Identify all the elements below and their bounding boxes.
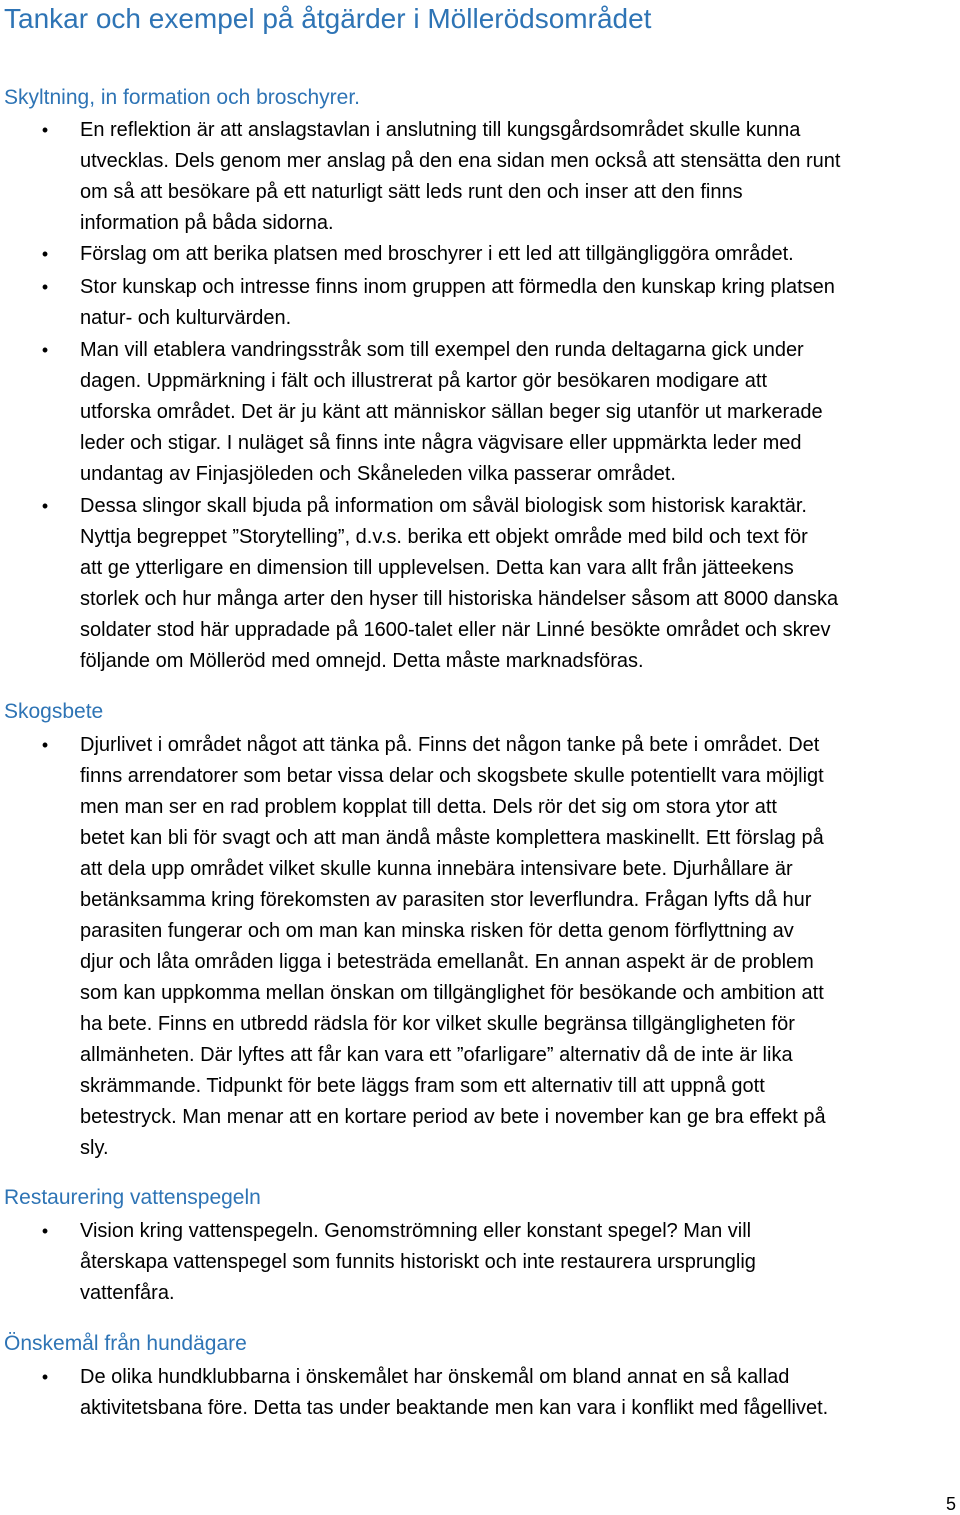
section-heading-skyltning: Skyltning, in formation och broschyrer. bbox=[4, 86, 360, 109]
text-line: En reflektion är att anslagstavlan i anslutning till kungsgårdsområdet skulle kunna bbox=[80, 119, 801, 141]
text-line: sly. bbox=[80, 1137, 109, 1159]
text-line: Man vill etablera vandringsstråk som till exempel den runda deltagarna gick under bbox=[80, 339, 804, 361]
text-line: följande om Mölleröd med omnejd. Detta måste marknadsföras. bbox=[80, 650, 644, 672]
page-title: Tankar och exempel på åtgärder i Möllerödsområdet bbox=[4, 3, 652, 34]
text-line: om så att besökare på ett naturligt sätt leds runt den och inser att den finns bbox=[80, 181, 743, 203]
text-line: dagen. Uppmärkning i fält och illustrerat på kartor gör besökaren modigare att bbox=[80, 370, 768, 392]
text-line: parasiten fungerar och om man kan minska risken för detta genom förflyttning av bbox=[80, 920, 794, 942]
page-number: 5 bbox=[945, 1494, 956, 1514]
text-line: men man ser en rad problem kopplat till detta. Dels rör det sig om stora ytor att bbox=[80, 796, 777, 818]
text-line: betänksamma kring förekomsten av parasiten stor leverflundra. Frågan lyfts då hur bbox=[80, 889, 812, 911]
text-line: information på båda sidorna. bbox=[80, 212, 334, 234]
list-item bbox=[80, 272, 958, 334]
list-item bbox=[80, 1216, 958, 1309]
text-line: undantag av Finjasjöleden och Skåneleden vilka passerar området. bbox=[80, 463, 676, 485]
bullet-icon: • bbox=[41, 244, 49, 264]
text-line: som kan uppkomma mellan önskan om tillgänglighet för besökande och ambition att bbox=[80, 982, 824, 1004]
text-line: Stor kunskap och intresse finns inom gruppen att förmedla den kunskap kring platsen bbox=[80, 276, 835, 298]
list-item bbox=[80, 239, 958, 270]
text-line: natur- och kulturvärden. bbox=[80, 307, 292, 329]
text-line: skrämmande. Tidpunkt för bete läggs fram som ett alternativ till att uppnå gott bbox=[80, 1075, 765, 1097]
list-item bbox=[80, 335, 958, 490]
bullet-icon: • bbox=[41, 277, 49, 297]
bullet-icon: • bbox=[41, 120, 49, 140]
text-line: Nyttja begreppet ”Storytelling”, d.v.s. berika ett objekt område med bild och text för bbox=[80, 526, 808, 548]
text-line: betet kan bli för svagt och att man ändå måste komplettera maskinellt. Ett förslag på bbox=[80, 827, 824, 849]
bullet-icon: • bbox=[41, 340, 49, 360]
text-line: Dessa slingor skall bjuda på information om såväl biologisk som historisk karaktär. bbox=[80, 495, 807, 517]
text-line: djur och låta områden ligga i betesträda emellanåt. En annan aspekt är de problem bbox=[80, 951, 814, 973]
list-item bbox=[80, 730, 958, 1164]
bullet-icon: • bbox=[41, 735, 49, 755]
section-heading-skogsbete: Skogsbete bbox=[4, 700, 104, 723]
text-line: aktivitetsbana före. Detta tas under beaktande men kan vara i konflikt med fågellivet. bbox=[80, 1397, 829, 1419]
text-line: betestryck. Man menar att en kortare period av bete i november kan ge bra effekt på bbox=[80, 1106, 826, 1128]
list-item bbox=[80, 491, 958, 677]
text-line: utforska området. Det är ju känt att människor sällan beger sig utanför ut markerade bbox=[80, 401, 823, 423]
bullet-icon: • bbox=[41, 1221, 49, 1241]
text-line: soldater stod här uppradade på 1600-talet eller när Linné besökte området och skrev bbox=[80, 619, 831, 641]
text-line: återskapa vattenspegel som funnits historiskt och inte restaurera ursprunglig bbox=[80, 1251, 756, 1273]
section-heading-restaurering: Restaurering vattenspegeln bbox=[4, 1186, 261, 1209]
text-line: Förslag om att berika platsen med broschyrer i ett led att tillgängliggöra området. bbox=[80, 243, 794, 265]
text-line: finns arrendatorer som betar vissa delar och skogsbete skulle potentiellt vara möjligt bbox=[80, 765, 824, 787]
bullet-icon: • bbox=[41, 1367, 49, 1387]
text-line: De olika hundklubbarna i önskemålet har önskemål om bland annat en så kallad bbox=[80, 1366, 790, 1388]
bullet-icon: • bbox=[41, 496, 49, 516]
text-line: allmänheten. Där lyftes att får kan vara ett ”ofarligare” alternativ då de inte är lika bbox=[80, 1044, 793, 1066]
text-line: att dela upp området vilket skulle kunna innebära intensivare bete. Djurhållare är bbox=[80, 858, 793, 880]
text-line: att ge ytterligare en dimension till upplevelsen. Detta kan vara allt från jätteekens bbox=[80, 557, 794, 579]
text-line: leder och stigar. I nuläget så finns inte några vägvisare eller uppmärkta leder med bbox=[80, 432, 802, 454]
text-line: utvecklas. Dels genom mer anslag på den ena sidan men också att stensätta den runt bbox=[80, 150, 841, 172]
section-heading-hundagare: Önskemål från hundägare bbox=[4, 1332, 247, 1355]
list-item bbox=[80, 1362, 958, 1424]
text-line: ha bete. Finns en utbredd rädsla för kor vilket skulle begränsa tillgängligheten för bbox=[80, 1013, 795, 1035]
text-line: Vision kring vattenspegeln. Genomströmning eller konstant spegel? Man vill bbox=[80, 1220, 752, 1242]
text-line: vattenfåra. bbox=[80, 1282, 175, 1304]
text-line: Djurlivet i området något att tänka på. Finns det någon tanke på bete i området. Det bbox=[80, 734, 820, 756]
list-item bbox=[80, 115, 958, 239]
text-line: storlek och hur många arter den hyser till historiska händelser såsom att 8000 danska bbox=[80, 588, 839, 610]
